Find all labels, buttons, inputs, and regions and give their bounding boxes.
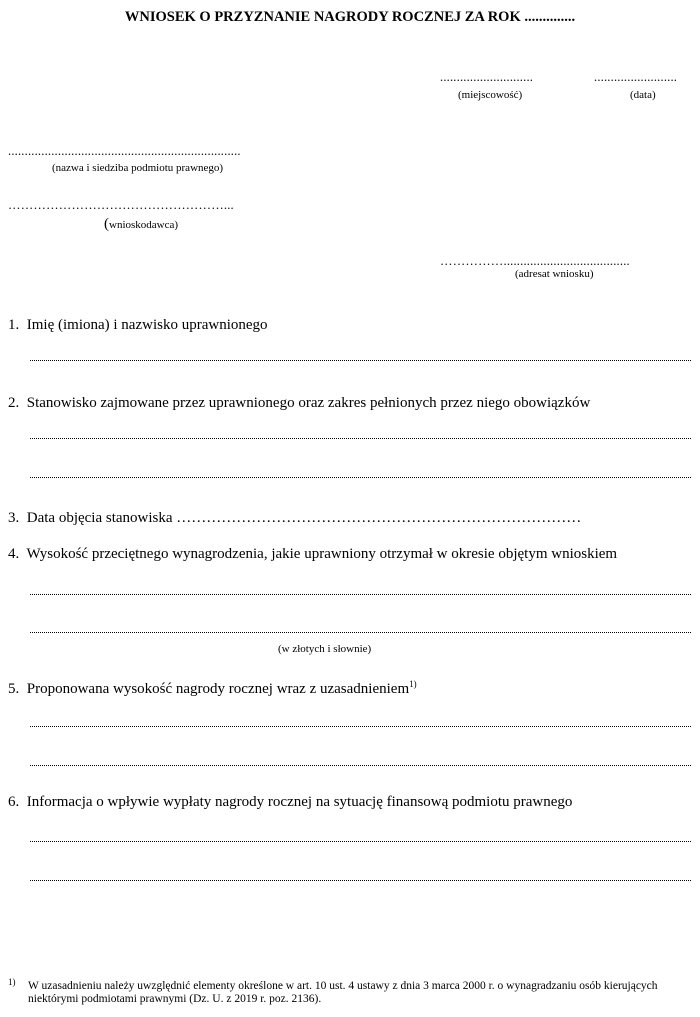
question-4 xyxy=(8,546,617,563)
applicant-paren: ( xyxy=(104,216,109,232)
question-text: Informacja o wpływie wypłaty nagrody rocznej na sytuację finansową podmiotu prawnego xyxy=(26,794,573,810)
question-number: 3. xyxy=(8,510,20,526)
applicant-field[interactable]: ……………………………………………... xyxy=(8,198,234,212)
question-number: 4. xyxy=(8,546,20,562)
answer-line[interactable] xyxy=(30,438,691,439)
question-text: Imię (imiona) i nazwisko uprawnionego xyxy=(26,317,268,333)
answer-line[interactable] xyxy=(30,841,691,842)
place-field[interactable]: ............................ xyxy=(440,70,534,84)
entity-field[interactable]: ...................................................................... xyxy=(8,144,241,158)
answer-line[interactable] xyxy=(30,477,691,478)
footnote-ref: 1) xyxy=(409,679,417,689)
footnote-text: W uzasadnieniu należy uwzględnić elementy określone w art. 10 ust. 4 ustawy z dnia 3 marca 2000 r. o wynagradzaniu osób kierujących niektórymi podmiotami prawnymi (Dz. U. z 2019 r. poz. 2136). xyxy=(28,980,658,1005)
question-1 xyxy=(8,317,268,334)
entity-caption: (nazwa i siedziba podmiotu prawnego) xyxy=(52,162,224,174)
question-text: Data objęcia stanowiska ……………………………………………………………………… xyxy=(26,510,582,526)
applicant-caption xyxy=(104,216,178,233)
date-caption: (data) xyxy=(630,89,656,101)
date-field[interactable]: ......................... xyxy=(594,70,678,84)
question-2 xyxy=(8,395,590,412)
question-text: Stanowisko zajmowane przez uprawnionego oraz zakres pełnionych przez niego obowiązków xyxy=(26,395,591,411)
addressee-field[interactable]: ……………...................................... xyxy=(440,254,630,268)
applicant-caption-text: wnioskodawca) xyxy=(109,219,179,231)
answer-line[interactable] xyxy=(30,880,691,881)
question-text: Proponowana wysokość nagrody rocznej wraz z uzasadnieniem xyxy=(26,681,410,697)
question-3 xyxy=(8,510,581,527)
footnote-mark: 1) xyxy=(8,977,16,987)
answer-line[interactable] xyxy=(30,726,691,727)
answer-line[interactable] xyxy=(30,594,691,595)
question-text: Wysokość przeciętnego wynagrodzenia, jakie uprawniony otrzymał w okresie objętym wnioskiem xyxy=(26,546,618,562)
amount-caption: (w złotych i słownie) xyxy=(278,643,372,655)
question-number: 1. xyxy=(8,317,20,333)
place-caption: (miejscowość) xyxy=(458,89,523,101)
question-number: 6. xyxy=(8,794,20,810)
answer-line[interactable] xyxy=(30,765,691,766)
answer-line[interactable] xyxy=(30,360,691,361)
question-6 xyxy=(8,794,572,811)
addressee-caption: (adresat wniosku) xyxy=(515,268,594,280)
question-5 xyxy=(8,679,417,698)
question-number: 5. xyxy=(8,681,20,697)
question-number: 2. xyxy=(8,395,20,411)
form-title: WNIOSEK O PRZYZNANIE NAGRODY ROCZNEJ ZA ROK .............. xyxy=(124,9,576,25)
answer-line[interactable] xyxy=(30,632,691,633)
